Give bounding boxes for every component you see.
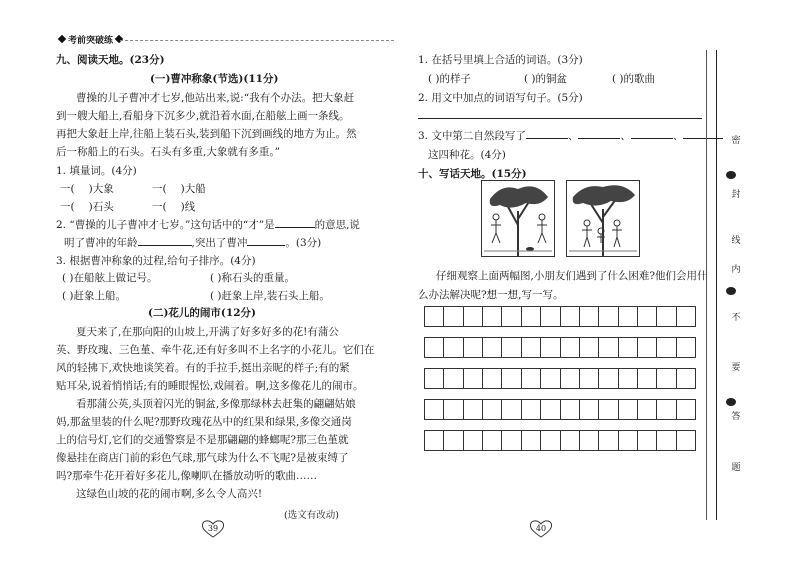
grid-cell[interactable] <box>444 369 463 388</box>
grid-cell[interactable] <box>677 307 695 326</box>
grid-cell[interactable] <box>561 400 580 419</box>
passage-2-line: 贴耳朵,说着悄悄话;有的睡眼惺忪,戏闹着。啊,这多像花儿的闹市。 <box>56 380 364 392</box>
passage-1-line: 再把大象赶上岸,往船上装石头,装到船下沉到画线的地方为止。然 <box>56 128 357 140</box>
grid-cell[interactable] <box>425 431 444 450</box>
grid-cell[interactable] <box>541 431 560 450</box>
rq1-item: ( )的歌曲 <box>612 73 656 85</box>
source-note: (选文有改动) <box>284 510 339 521</box>
grid-cell[interactable] <box>619 307 638 326</box>
passage-2-line: 英、野玫瑰、三色堇、牵牛花,还有好多叫不上名字的小花儿。它们在 <box>56 344 375 356</box>
grid-cell[interactable] <box>483 307 502 326</box>
question-2-cont: 明了曹冲的年龄 ,突出了曹冲 。(3分) <box>64 237 322 249</box>
q1-item: 一( )石头 <box>60 201 114 213</box>
page-number-right: 40 <box>528 519 554 539</box>
answer-line[interactable] <box>418 118 702 119</box>
grid-cell[interactable] <box>677 338 695 357</box>
grid-cell[interactable] <box>580 431 599 450</box>
passage-2-line: 上的信号灯,它们的交通警察是不是那翩翩的蜂螂呢?那三色堇就 <box>56 434 349 446</box>
answer-blank[interactable] <box>138 236 192 246</box>
illustration-kids-tree-1 <box>481 180 555 257</box>
grid-cell[interactable] <box>522 431 541 450</box>
margin-char: 答 <box>731 412 741 422</box>
q3-item: ( )称石头的重量。 <box>210 272 296 284</box>
q3-item: ( )赶象上船。 <box>62 290 127 302</box>
grid-cell[interactable] <box>425 400 444 419</box>
q3-item: ( )赶象上岸,装石头上船。 <box>210 290 330 302</box>
grid-cell[interactable] <box>657 338 676 357</box>
margin-char: 密 <box>731 136 741 146</box>
grid-cell[interactable] <box>444 338 463 357</box>
grid-cell[interactable] <box>502 369 521 388</box>
writing-prompt-cont: 么办法解决呢?想一想,写一写。 <box>418 289 564 301</box>
grid-cell[interactable] <box>619 369 638 388</box>
right-question-3: 3. 文中第二自然段写了 、 、 、 <box>418 128 723 143</box>
grid-cell[interactable] <box>464 338 483 357</box>
q1-item: 一( )大象 <box>60 183 114 195</box>
grid-cell[interactable] <box>561 369 580 388</box>
binding-line-inner <box>706 50 707 520</box>
grid-cell[interactable] <box>657 400 676 419</box>
grid-cell[interactable] <box>541 338 560 357</box>
diamond-icon <box>115 35 123 43</box>
grid-row <box>424 368 696 389</box>
rq1-item: ( )的铜盆 <box>524 73 568 85</box>
grid-row <box>424 337 696 358</box>
grid-cell[interactable] <box>677 369 695 388</box>
grid-cell[interactable] <box>638 307 657 326</box>
passage-2-line: 风的轻拂下,欢快地谈笑着。有的手拉手,挺出亲昵的样子;有的紧 <box>56 362 350 374</box>
answer-blank[interactable] <box>275 218 315 228</box>
binding-dot-icon <box>725 397 737 407</box>
grid-cell[interactable] <box>561 307 580 326</box>
header-rule <box>120 40 394 41</box>
grid-cell[interactable] <box>425 338 444 357</box>
grid-cell[interactable] <box>657 431 676 450</box>
question-1: 1. 填量词。(4分) <box>56 165 137 177</box>
grid-cell[interactable] <box>425 307 444 326</box>
answer-blank[interactable] <box>631 129 673 139</box>
margin-char: 封 <box>731 190 741 200</box>
grid-cell[interactable] <box>580 400 599 419</box>
passage-1-line: 后一称船上的石头。石头有多重,大象就有多重。” <box>56 146 280 158</box>
passage-2-line: 妈,那盆里装的什么呢?那野玫瑰花丛中的红果和绿果,多像交通岗 <box>56 416 352 428</box>
question-3: 3. 根据曹冲称象的过程,给句子排序。(4分) <box>56 255 256 267</box>
writing-grid[interactable] <box>424 306 696 452</box>
section-10-title: 十、写话天地。(15分) <box>418 168 527 180</box>
grid-cell[interactable] <box>464 431 483 450</box>
grid-cell[interactable] <box>580 338 599 357</box>
answer-blank[interactable] <box>247 236 285 246</box>
q1-item: 一( )大船 <box>152 183 206 195</box>
grid-cell[interactable] <box>483 369 502 388</box>
grid-cell[interactable] <box>541 307 560 326</box>
writing-prompt: 仔细观察上面两幅图,小朋友们遇到了什么困难?他们会用什 <box>436 270 708 282</box>
answer-blank[interactable] <box>526 129 568 139</box>
margin-char: 不 <box>731 313 741 323</box>
passage-2-line: 像悬挂在商店门前的彩色气球,那气球为什么不飞呢?是被束缚了 <box>56 452 349 464</box>
passage-1-line: 曹操的儿子曹冲才七岁,他站出来,说:“我有个办法。把大象赶 <box>76 92 355 104</box>
grid-cell[interactable] <box>638 338 657 357</box>
grid-cell[interactable] <box>677 431 695 450</box>
grid-cell[interactable] <box>483 400 502 419</box>
answer-blank[interactable] <box>578 129 620 139</box>
margin-char: 题 <box>731 463 741 473</box>
grid-cell[interactable] <box>599 400 618 419</box>
binding-dot-icon <box>725 170 737 180</box>
grid-cell[interactable] <box>619 431 638 450</box>
binding-line-outer <box>716 50 717 520</box>
grid-cell[interactable] <box>502 431 521 450</box>
margin-char: 内 <box>731 265 741 275</box>
margin-char: 线 <box>731 236 741 246</box>
grid-cell[interactable] <box>483 431 502 450</box>
grid-cell[interactable] <box>599 338 618 357</box>
grid-cell[interactable] <box>638 431 657 450</box>
grid-cell[interactable] <box>444 400 463 419</box>
grid-cell[interactable] <box>522 307 541 326</box>
grid-cell[interactable] <box>561 431 580 450</box>
q3-item: ( )在船舷上做记号。 <box>62 272 158 284</box>
grid-cell[interactable] <box>619 400 638 419</box>
grid-cell[interactable] <box>502 400 521 419</box>
passage-1-title: (一)曹冲称象(节选)(11分) <box>150 73 279 85</box>
right-question-1: 1. 在括号里填上合适的词语。(3分) <box>418 54 583 66</box>
right-question-3-cont: 这四种花。(4分) <box>428 149 506 161</box>
grid-cell[interactable] <box>561 338 580 357</box>
passage-2-line: 吗?那牵牛花开着好多花儿,像喇叭在播放动听的歌曲…… <box>56 470 317 482</box>
grid-cell[interactable] <box>502 307 521 326</box>
grid-cell[interactable] <box>657 307 676 326</box>
grid-cell[interactable] <box>522 400 541 419</box>
grid-row <box>424 399 696 420</box>
grid-cell[interactable] <box>599 369 618 388</box>
illustration-kids-tree-2 <box>566 180 640 257</box>
grid-row <box>424 306 696 327</box>
diamond-icon <box>58 35 66 43</box>
page-number-left: 39 <box>200 519 226 539</box>
grid-cell[interactable] <box>599 307 618 326</box>
grid-cell[interactable] <box>599 431 618 450</box>
passage-2-line: 夏天来了,在那向阳的山坡上,开满了好多好多的花!有蒲公 <box>76 326 339 338</box>
passage-2-line: 看那蒲公英,头顶着闪光的铜盆,多像那绿林去赶集的翩翩姑娘 <box>76 398 356 410</box>
grid-cell[interactable] <box>464 307 483 326</box>
grid-cell[interactable] <box>638 369 657 388</box>
grid-cell[interactable] <box>638 400 657 419</box>
passage-1-line: 到一艘大船上,看船身下沉多少,就沿着水面,在船舷上画一条线。 <box>56 110 350 122</box>
binding-dot-icon <box>725 286 737 296</box>
grid-cell[interactable] <box>522 369 541 388</box>
margin-char: 要 <box>731 363 741 373</box>
header-badge <box>56 33 125 46</box>
grid-cell[interactable] <box>522 338 541 357</box>
grid-cell[interactable] <box>425 369 444 388</box>
header-badge-text: 考前突破练 <box>68 36 114 46</box>
grid-cell[interactable] <box>483 338 502 357</box>
q1-item: 一( )线 <box>152 201 196 213</box>
right-question-2: 2. 用文中加点的词语写句子。(5分) <box>418 92 583 104</box>
passage-2-title: (二)花儿的闹市(12分) <box>148 307 256 319</box>
grid-cell[interactable] <box>464 369 483 388</box>
rq1-item: ( )的样子 <box>428 73 472 85</box>
grid-cell[interactable] <box>541 400 560 419</box>
grid-cell[interactable] <box>464 400 483 419</box>
answer-blank[interactable] <box>683 129 723 139</box>
section-9-title: 九、阅读天地。(23分) <box>56 54 165 66</box>
question-2: 2. “曹操的儿子曹冲才七岁。”这句话中的“才”是 的意思,说 <box>56 219 360 231</box>
passage-2-line: 这绿色山坡的花的闹市啊,多么令人高兴! <box>76 488 263 500</box>
grid-cell[interactable] <box>502 338 521 357</box>
grid-cell[interactable] <box>657 369 676 388</box>
grid-cell[interactable] <box>619 338 638 357</box>
grid-row <box>424 430 696 451</box>
grid-cell[interactable] <box>541 369 560 388</box>
grid-cell[interactable] <box>580 369 599 388</box>
grid-cell[interactable] <box>580 307 599 326</box>
grid-cell[interactable] <box>444 307 463 326</box>
grid-cell[interactable] <box>677 400 695 419</box>
grid-cell[interactable] <box>444 431 463 450</box>
